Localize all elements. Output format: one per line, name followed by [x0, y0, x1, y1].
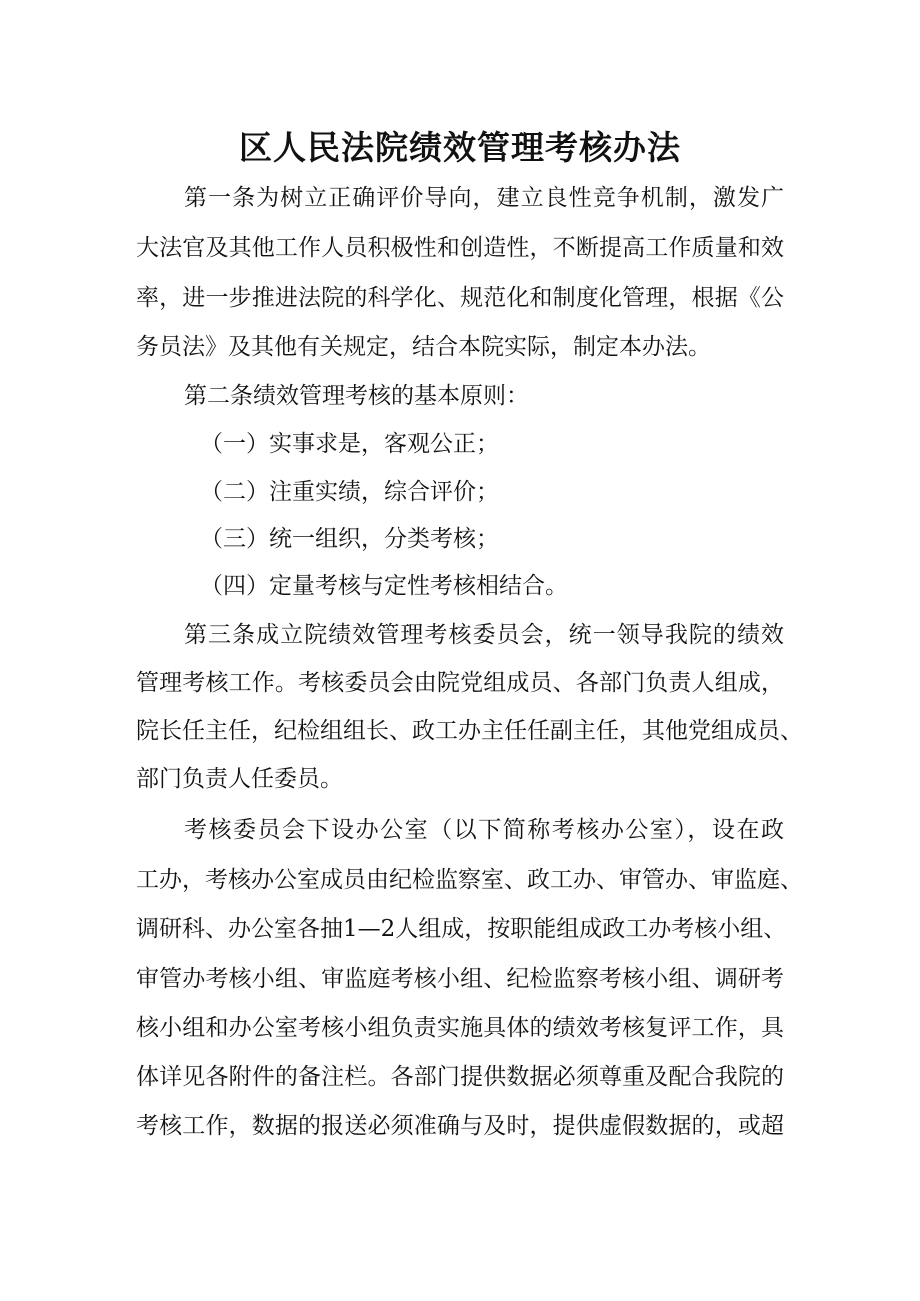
article-3-line-1: 第三条成立院绩效管理考核委员会，统一领导我院的绩效 [184, 622, 784, 648]
office-para-line-3: 调研科、办公室各抽1—2人组成，按职能组成政工办考核小组、 [136, 916, 787, 942]
article-1-line-2: 大法官及其他工作人员积极性和创造性，不断提高工作质量和效 [136, 235, 784, 261]
article-1-line-4: 务员法》及其他有关规定，结合本院实际，制定本办法。 [136, 334, 711, 360]
office-para-line-6: 体详见各附件的备注栏。各部门提供数据必须尊重及配合我院的 [136, 1064, 784, 1090]
office-para-line-1: 考核委员会下设办公室（以下简称考核办公室），设在政 [184, 817, 784, 843]
office-para-line-5: 核小组和办公室考核小组负责实施具体的绩效考核复评工作，具 [136, 1015, 784, 1041]
office-para-line-4: 审管办考核小组、审监庭考核小组、纪检监察考核小组、调研考 [136, 966, 784, 992]
article-3-line-2: 管理考核工作。考核委员会由院党组成员、各部门负责人组成， [136, 670, 784, 696]
document-title: 区人民法院绩效管理考核办法 [239, 128, 681, 167]
office-para-line-7: 考核工作，数据的报送必须准确与及时，提供虚假数据的，或超 [136, 1113, 784, 1139]
article-2-heading: 第二条绩效管理考核的基本原则： [184, 383, 529, 409]
article-1-line-3: 率，进一步推进法院的科学化、规范化和制度化管理，根据《公 [136, 285, 784, 311]
article-3-line-3: 院长任主任，纪检组组长、政工办主任任副主任，其他党组成员、 [136, 718, 803, 744]
office-para-line-2: 工办，考核办公室成员由纪检监察室、政工办、审管办、审监庭、 [136, 867, 803, 893]
article-1-line-1: 第一条为树立正确评价导向，建立良性竞争机制，激发广 [184, 185, 784, 211]
principle-item-2: （二）注重实绩，综合评价； [200, 479, 499, 505]
principle-item-4: （四）定量考核与定性考核相结合。 [200, 573, 568, 599]
principle-item-3: （三）统一组织，分类考核； [200, 526, 499, 552]
principle-item-1: （一）实事求是，客观公正； [200, 431, 499, 457]
article-3-line-4: 部门负责人任委员。 [136, 766, 343, 792]
